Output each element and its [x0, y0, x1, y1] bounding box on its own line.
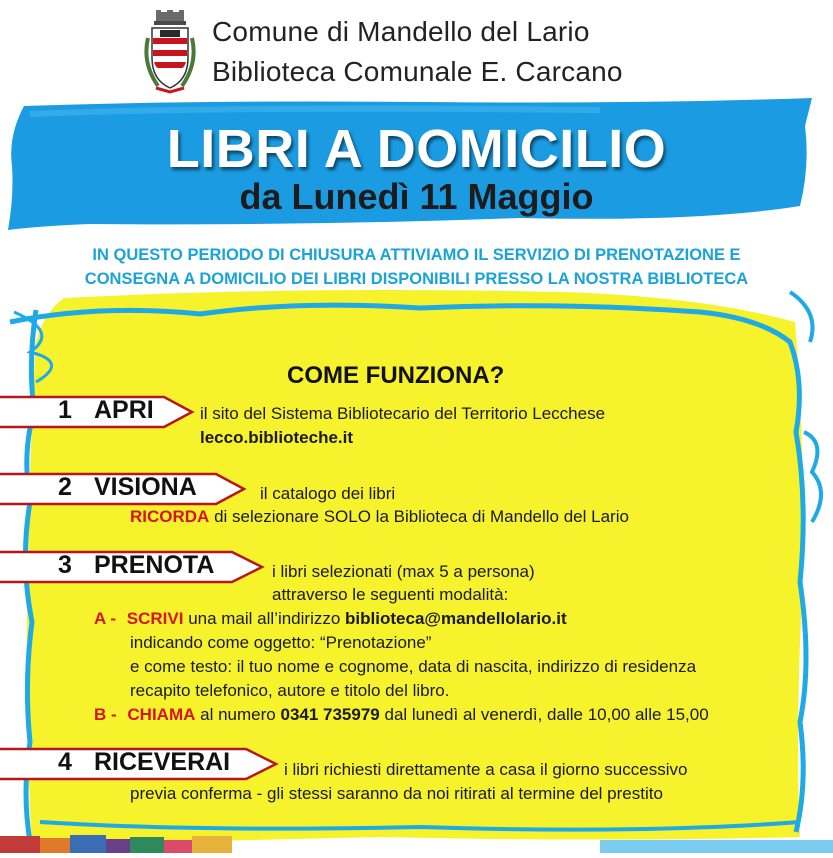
option-a-line-2: indicando come oggetto: “Prenotazione”: [130, 633, 432, 652]
step-2-line-1: il catalogo dei libri: [260, 484, 396, 503]
remind-text: di selezionare SOLO la Biblioteca di Mandello del Lario: [214, 507, 629, 526]
step-1-website-link[interactable]: lecco.biblioteche.it: [200, 428, 354, 447]
step-4-number: 4: [58, 748, 72, 776]
option-a-action: SCRIVI: [126, 609, 184, 628]
step-3-tag: [0, 550, 268, 584]
option-a-line-4: recapito telefonico, autore e titolo del libro.: [130, 681, 450, 700]
option-b-action: CHIAMA: [127, 705, 196, 724]
books-decoration: [0, 832, 833, 853]
municipal-crest-logo: [142, 8, 198, 94]
step-2-number: 2: [58, 473, 72, 501]
step-1-tag: [0, 395, 196, 429]
phone-number[interactable]: 0341 735979: [280, 705, 380, 724]
step-3-line-2: attraverso le seguenti modalità:: [272, 585, 509, 604]
option-b-text-2: dal lunedì al venerdì, dalle 10,00 alle 15,00: [384, 705, 709, 724]
library-name: Biblioteca Comunale E. Carcano: [212, 56, 623, 87]
intro-line-1: IN QUESTO PERIODO DI CHIUSURA ATTIVIAMO IL SERVIZIO DI PRENOTAZIONE E: [92, 246, 741, 264]
step-1-line-1: il sito del Sistema Bibliotecario del Territorio Lecchese: [200, 404, 606, 423]
step-2-reminder: [130, 507, 629, 527]
step-2-label: VISIONA: [94, 473, 197, 501]
option-a-line-3: e come testo: il tuo nome e cognome, data di nascita, indirizzo di residenza: [130, 657, 697, 676]
step-1-label: APRI: [94, 396, 154, 424]
option-b-line: [94, 705, 709, 725]
start-date-subtitle: da Lunedì 11 Maggio: [239, 176, 594, 217]
how-it-works-heading: COME FUNZIONA?: [287, 362, 505, 389]
step-1-number: 1: [58, 396, 72, 424]
option-a-line-1: [94, 609, 567, 629]
page-title: LIBRI A DOMICILIO: [166, 119, 667, 179]
step-4-line-1: i libri richiesti direttamente a casa il giorno successivo: [284, 760, 688, 779]
step-3-number: 3: [58, 551, 72, 579]
step-3-line-1: i libri selezionati (max 5 a persona): [272, 562, 535, 581]
intro-line-2: CONSEGNA A DOMICILIO DEI LIBRI DISPONIBILI PRESSO LA NOSTRA BIBLIOTECA: [84, 270, 749, 288]
email-address[interactable]: biblioteca@mandellolario.it: [345, 609, 567, 628]
option-b-text-1: al numero: [200, 705, 276, 724]
option-b-marker: B -: [94, 705, 117, 724]
option-a-text: una mail all’indirizzo: [188, 609, 341, 628]
step-2-tag: [0, 472, 248, 506]
remind-keyword: RICORDA: [130, 507, 210, 526]
step-4-line-2: previa conferma - gli stessi saranno da noi ritirati al termine del prestito: [130, 784, 663, 803]
municipality-name: Comune di Mandello del Lario: [212, 16, 590, 47]
step-4-tag: [0, 747, 280, 781]
step-4-label: RICEVERAI: [94, 748, 231, 776]
step-3-label: PRENOTA: [94, 551, 215, 579]
option-a-marker: A -: [94, 609, 117, 628]
